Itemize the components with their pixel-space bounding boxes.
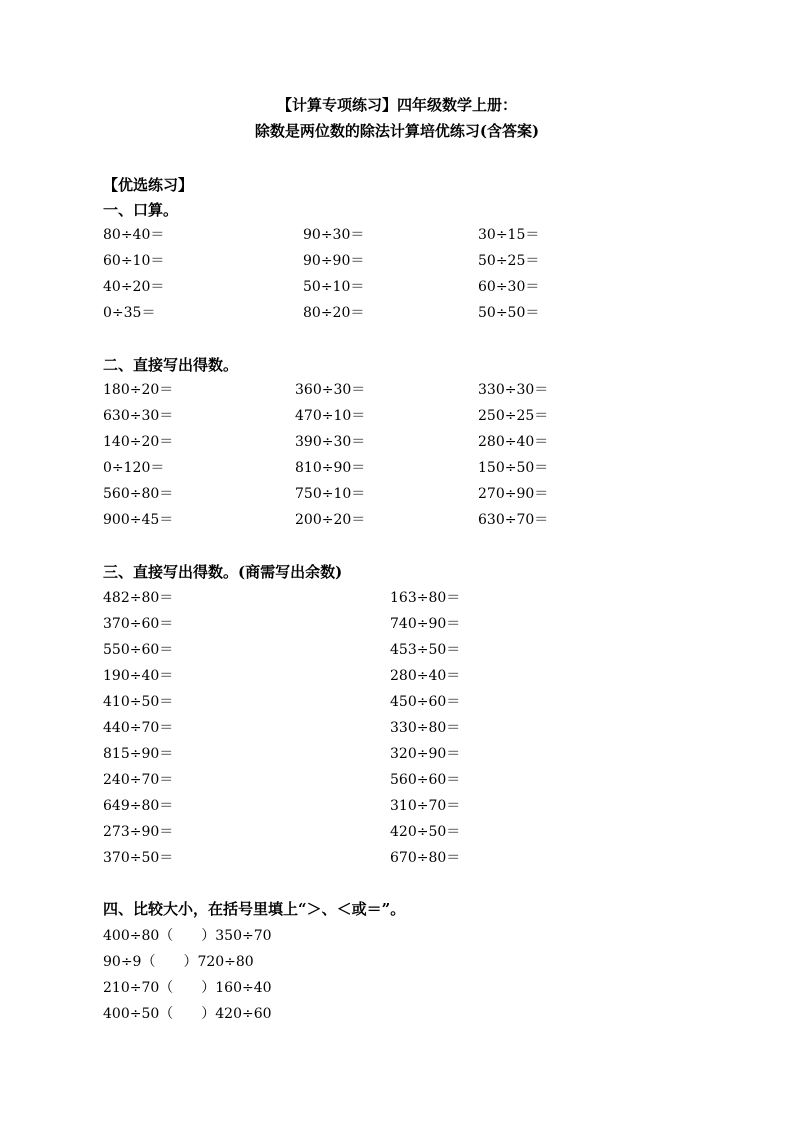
problem: 900÷45＝ [103,512,174,528]
problem: 560÷60＝ [390,772,461,788]
problem: 90÷90＝ [303,253,365,269]
section-label: 【优选练习】 [103,176,194,194]
problem: 60÷10＝ [103,253,165,269]
problem: 0÷120＝ [103,460,165,476]
part3-problem-grid [103,585,540,871]
part4-comparison-list [103,923,363,1027]
problem: 560÷80＝ [103,486,174,502]
part2-problem-grid [103,377,598,533]
problem: 50÷10＝ [303,279,365,295]
problem: 310÷70＝ [390,798,461,814]
problem: 320÷90＝ [390,746,461,762]
part1-heading: 一、口算。 [103,201,179,219]
document-title-line-2: 除数是两位数的除法计算培优练习(含答案) [254,122,540,140]
part3-heading: 三、直接写出得数。(商需写出余数) [103,563,343,581]
problem: 240÷70＝ [103,772,174,788]
problem: 90÷30＝ [303,227,365,243]
problem: 250÷25＝ [478,408,549,424]
comparison-problem: 210÷70（ ）160÷40 [103,980,272,996]
problem: 670÷80＝ [390,850,461,866]
problem: 273÷90＝ [103,824,174,840]
problem: 440÷70＝ [103,720,174,736]
problem: 60÷30＝ [478,279,540,295]
part2-heading: 二、直接写出得数。 [103,356,239,374]
problem: 815÷90＝ [103,746,174,762]
part1-problem-grid [103,222,598,326]
problem: 80÷40＝ [103,227,165,243]
comparison-problem: 90÷9（ ）720÷80 [103,954,254,970]
problem: 330÷80＝ [390,720,461,736]
problem: 453÷50＝ [390,642,461,658]
problem: 410÷50＝ [103,694,174,710]
problem: 390÷30＝ [295,434,366,450]
part4-heading: 四、比较大小，在括号里填上“＞、＜或＝”。 [103,900,406,918]
problem: 630÷70＝ [478,512,549,528]
problem: 370÷60＝ [103,616,174,632]
problem: 50÷25＝ [478,253,540,269]
problem: 630÷30＝ [103,408,174,424]
problem: 150÷50＝ [478,460,549,476]
problem: 140÷20＝ [103,434,174,450]
problem: 163÷80＝ [390,590,461,606]
problem: 810÷90＝ [295,460,366,476]
document-title-line-1: 【计算专项练习】四年级数学上册： [276,96,517,114]
problem: 280÷40＝ [478,434,549,450]
comparison-problem: 400÷50（ ）420÷60 [103,1006,272,1022]
problem: 80÷20＝ [303,305,365,321]
problem: 50÷50＝ [478,305,540,321]
problem: 470÷10＝ [295,408,366,424]
problem: 740÷90＝ [390,616,461,632]
problem: 270÷90＝ [478,486,549,502]
problem: 30÷15＝ [478,227,540,243]
problem: 0÷35＝ [103,305,156,321]
problem: 190÷40＝ [103,668,174,684]
problem: 450÷60＝ [390,694,461,710]
problem: 420÷50＝ [390,824,461,840]
problem: 180÷20＝ [103,382,174,398]
problem: 550÷60＝ [103,642,174,658]
problem: 750÷10＝ [295,486,366,502]
problem: 360÷30＝ [295,382,366,398]
problem: 280÷40＝ [390,668,461,684]
problem: 482÷80＝ [103,590,174,606]
problem: 40÷20＝ [103,279,165,295]
problem: 649÷80＝ [103,798,174,814]
comparison-problem: 400÷80（ ）350÷70 [103,928,272,944]
problem: 200÷20＝ [295,512,366,528]
problem: 330÷30＝ [478,382,549,398]
problem: 370÷50＝ [103,850,174,866]
